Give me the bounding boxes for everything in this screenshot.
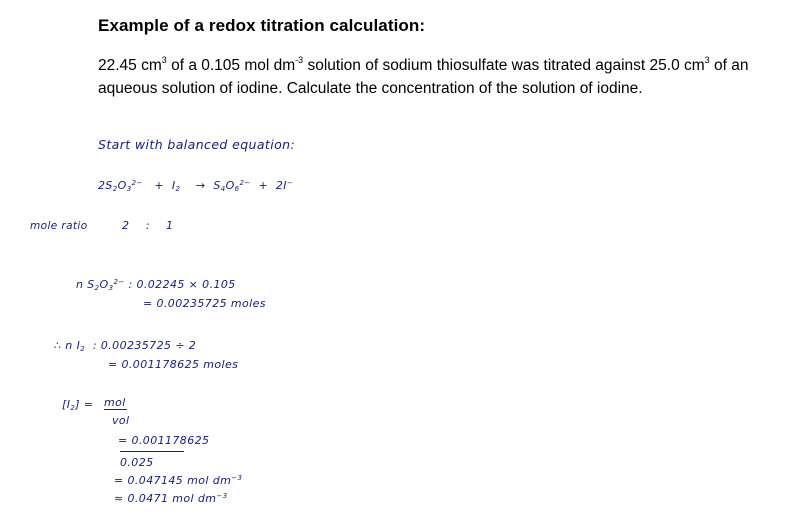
moles-thiosulfate-line: n $S_2O_3^{2-}$ : 0.02245 × 0.105	[76, 278, 236, 292]
page-title: Example of a redox titration calculation:	[98, 16, 426, 35]
mole-ratio-label: mole ratio	[30, 220, 88, 232]
moles-iodine-result: = 0.001178625 moles	[108, 358, 239, 371]
formula-denominator: vol	[112, 414, 130, 427]
moles-thiosulfate-result: = 0.00235725 moles	[143, 297, 266, 310]
balanced-equation: $2S_2O_3^{2-}$ + $I_2$ → $S_4O_6^{2-} + 2I^-$	[98, 179, 294, 193]
answer-rounded: ≈ 0.0471 mol $dm^{-3}$	[114, 492, 228, 505]
mole-ratio-left: 2	[122, 219, 130, 232]
start-instruction: Start with balanced equation:	[98, 137, 296, 152]
formula-numerator: mol	[104, 396, 126, 409]
answer-unrounded: = 0.047145 mol $dm^{-3}$	[114, 474, 243, 487]
calculation-denominator: 0.025	[120, 456, 154, 469]
problem-statement: 22.45 $cm^3$ of a 0.105 mol $dm^{-3}$ solution of sodium thiosulfate was titrated against 25.0 $cm^3$ of an aqueous solution of iodine. Calculate the concentration of the solution of iodine.	[98, 55, 749, 97]
mole-ratio-colon: :	[146, 219, 151, 232]
mole-ratio-right: 1	[166, 219, 174, 232]
concentration-label: $[I_2]$ =	[62, 398, 94, 412]
moles-iodine-line: ∴ n $I_2$ : 0.00235725 ÷ 2	[54, 339, 197, 353]
fraction-bar	[120, 451, 184, 452]
calculation-numerator: = 0.001178625	[118, 434, 210, 447]
